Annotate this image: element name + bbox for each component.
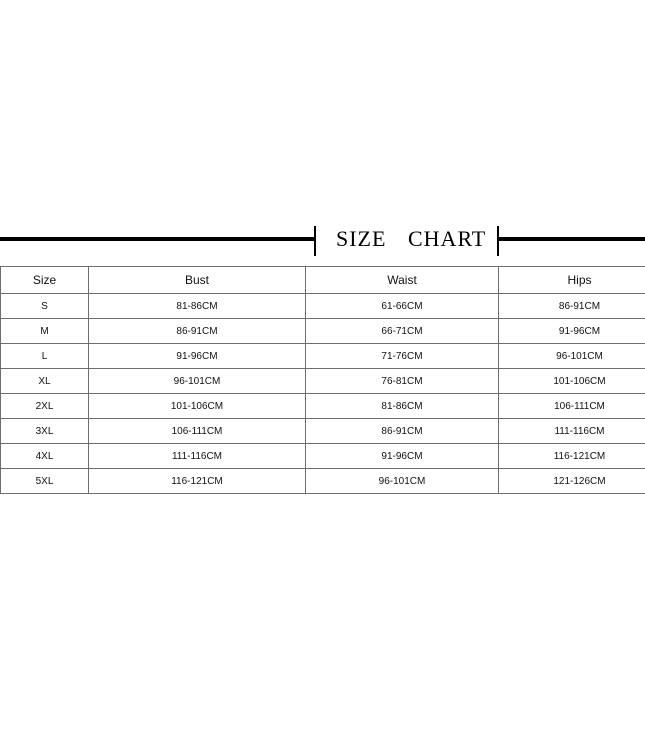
table-row [1,344,645,369]
column-header-size: Size [1,267,89,294]
hips-cell: 96-101CM [499,344,645,369]
size-cell: XL [1,369,89,394]
table-row [1,319,645,344]
table-header-row [1,267,645,294]
hips-cell: 91-96CM [499,319,645,344]
table-row [1,394,645,419]
waist-cell: 71-76CM [306,344,499,369]
hips-cell: 106-111CM [499,394,645,419]
table-row [1,369,645,394]
hips-cell: 86-91CM [499,294,645,319]
column-header-bust: Bust [89,267,306,294]
column-header-waist: Waist [306,267,499,294]
bust-cell: 86-91CM [89,319,306,344]
size-cell: 4XL [1,444,89,469]
size-table [0,266,645,494]
size-cell: 5XL [1,469,89,494]
bust-cell: 91-96CM [89,344,306,369]
bust-cell: 101-106CM [89,394,306,419]
size-cell: M [1,319,89,344]
header-rule-left [0,237,316,241]
title-word-chart: CHART [408,226,487,251]
bust-cell: 111-116CM [89,444,306,469]
bust-cell: 116-121CM [89,469,306,494]
waist-cell: 66-71CM [306,319,499,344]
size-chart-header [0,224,645,260]
hips-cell: 111-116CM [499,419,645,444]
size-cell: 2XL [1,394,89,419]
table-row [1,444,645,469]
waist-cell: 81-86CM [306,394,499,419]
hips-cell: 121-126CM [499,469,645,494]
header-tick-right [497,226,499,256]
title-word-size: SIZE [336,226,387,251]
waist-cell: 86-91CM [306,419,499,444]
size-table-container [0,266,645,494]
hips-cell: 101-106CM [499,369,645,394]
size-cell: S [1,294,89,319]
bust-cell: 81-86CM [89,294,306,319]
waist-cell: 91-96CM [306,444,499,469]
size-cell: L [1,344,89,369]
waist-cell: 96-101CM [306,469,499,494]
bust-cell: 106-111CM [89,419,306,444]
table-row [1,419,645,444]
header-tick-left [314,226,316,256]
size-cell: 3XL [1,419,89,444]
table-row [1,469,645,494]
column-header-hips: Hips [499,267,645,294]
bust-cell: 96-101CM [89,369,306,394]
waist-cell: 61-66CM [306,294,499,319]
hips-cell: 116-121CM [499,444,645,469]
waist-cell: 76-81CM [306,369,499,394]
header-rule-right [499,237,645,241]
table-row [1,294,645,319]
